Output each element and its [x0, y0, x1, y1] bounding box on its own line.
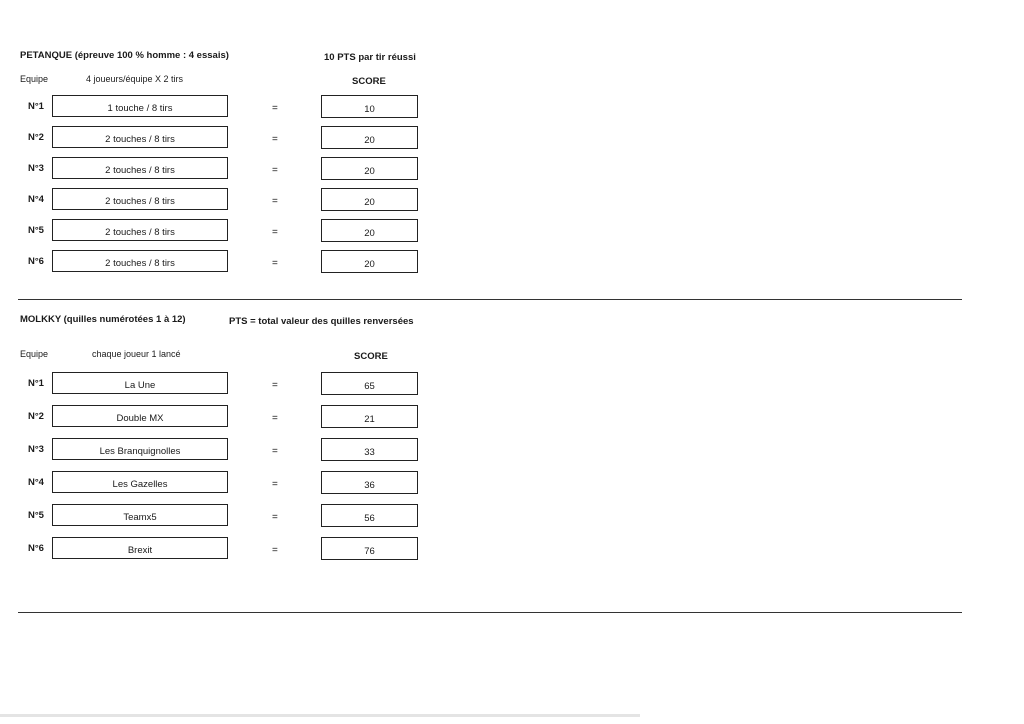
- score-box: [321, 405, 418, 428]
- team-number: N°1: [28, 378, 44, 389]
- score-box: [321, 471, 418, 494]
- team-entry-text: Teamx5: [123, 512, 157, 523]
- team-entry-text: 2 touches / 8 tirs: [105, 165, 175, 176]
- team-entry-box: [52, 157, 228, 179]
- team-entry-text: La Une: [124, 380, 156, 391]
- score-value: 20: [364, 197, 375, 208]
- equals-sign: =: [272, 227, 278, 238]
- score-box: [321, 157, 418, 180]
- team-number: N°2: [28, 132, 44, 143]
- score-box: [321, 537, 418, 560]
- equals-sign: =: [272, 446, 278, 457]
- team-entry-box: [52, 405, 228, 427]
- score-box: [321, 188, 418, 211]
- petanque-rule: 10 PTS par tir réussi: [324, 52, 416, 63]
- team-number: N°5: [28, 225, 44, 236]
- team-entry-text: Brexit: [127, 545, 153, 556]
- score-value: 33: [364, 447, 375, 458]
- team-entry-box: [52, 219, 228, 241]
- team-number: N°4: [28, 477, 44, 488]
- team-entry-box: [52, 250, 228, 272]
- team-entry-box: [52, 504, 228, 526]
- equals-sign: =: [272, 103, 278, 114]
- petanque-title: PETANQUE (épreuve 100 % homme : 4 essais): [20, 50, 229, 61]
- team-entry-box: [52, 372, 228, 394]
- team-entry-text: 2 touches / 8 tirs: [105, 196, 175, 207]
- team-number: N°5: [28, 510, 44, 521]
- team-entry-text: 2 touches / 8 tirs: [105, 258, 175, 269]
- team-number: N°2: [28, 411, 44, 422]
- equals-sign: =: [272, 380, 278, 391]
- team-entry-box: [52, 438, 228, 460]
- team-entry-text: Les Branquignolles: [99, 446, 181, 457]
- team-entry-text: 1 touche / 8 tirs: [107, 103, 173, 114]
- molkky-title: MOLKKY (quilles numérotées 1 à 12): [20, 314, 186, 325]
- team-entry-text: Les Gazelles: [112, 479, 168, 490]
- team-number: N°3: [28, 163, 44, 174]
- score-value: 76: [364, 546, 375, 557]
- score-value: 20: [364, 166, 375, 177]
- team-number: N°4: [28, 194, 44, 205]
- section-divider-bottom: [18, 612, 962, 613]
- molkky-score-header: SCORE: [354, 351, 388, 362]
- team-entry-box: [52, 188, 228, 210]
- team-entry-box: [52, 471, 228, 493]
- score-box: [321, 438, 418, 461]
- petanque-format: 4 joueurs/équipe X 2 tirs: [86, 74, 184, 84]
- equals-sign: =: [272, 413, 278, 424]
- section-divider: [18, 299, 962, 300]
- team-entry-box: [52, 95, 228, 117]
- petanque-score-header: SCORE: [352, 76, 386, 87]
- molkky-format: chaque joueur 1 lancé: [92, 349, 181, 359]
- team-entry-text: 2 touches / 8 tirs: [105, 134, 175, 145]
- score-box: [321, 504, 418, 527]
- team-number: N°3: [28, 444, 44, 455]
- score-value: 20: [364, 228, 375, 239]
- team-entry-box: [52, 537, 228, 559]
- score-box: [321, 372, 418, 395]
- equals-sign: =: [272, 134, 278, 145]
- equals-sign: =: [272, 258, 278, 269]
- scan-edge: [0, 714, 640, 717]
- team-number: N°6: [28, 543, 44, 554]
- score-value: 10: [364, 104, 375, 115]
- team-number: N°6: [28, 256, 44, 267]
- score-box: [321, 95, 418, 118]
- score-value: 20: [364, 259, 375, 270]
- equals-sign: =: [272, 479, 278, 490]
- petanque-team-label: Equipe: [20, 74, 49, 84]
- equals-sign: =: [272, 196, 278, 207]
- score-value: 56: [364, 513, 375, 524]
- team-entry-box: [52, 126, 228, 148]
- score-value: 21: [364, 414, 375, 425]
- molkky-rule: PTS = total valeur des quilles renversées: [229, 316, 414, 327]
- team-entry-text: Double MX: [116, 413, 164, 424]
- score-value: 36: [364, 480, 375, 491]
- equals-sign: =: [272, 165, 278, 176]
- team-number: N°1: [28, 101, 44, 112]
- score-box: [321, 219, 418, 242]
- equals-sign: =: [272, 545, 278, 556]
- score-box: [321, 126, 418, 149]
- molkky-team-label: Equipe: [20, 349, 49, 359]
- score-value: 20: [364, 135, 375, 146]
- score-box: [321, 250, 418, 273]
- score-value: 65: [364, 381, 375, 392]
- team-entry-text: 2 touches / 8 tirs: [105, 227, 175, 238]
- equals-sign: =: [272, 512, 278, 523]
